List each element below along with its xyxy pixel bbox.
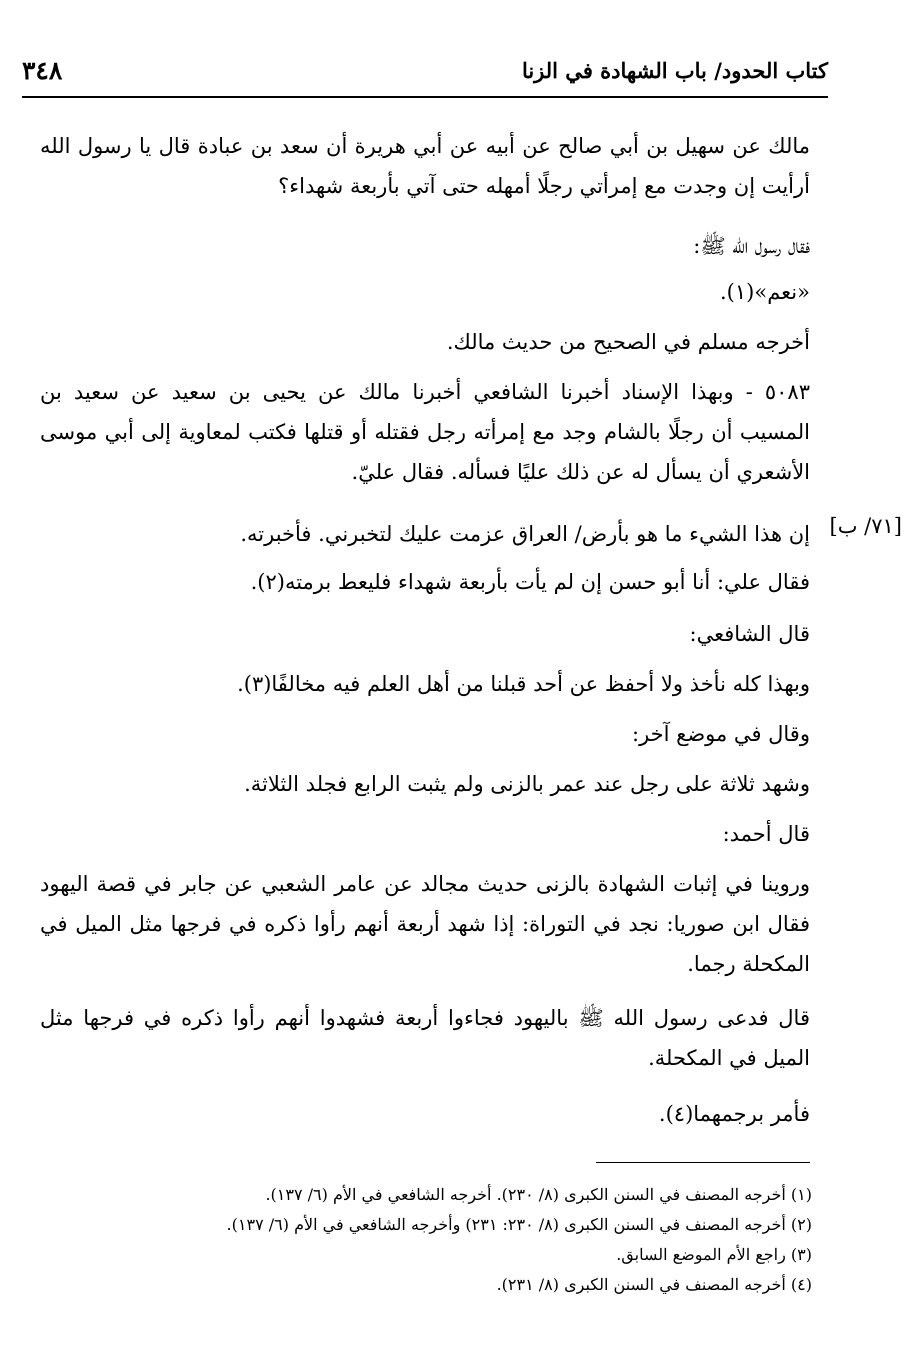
- text-line: «نعم»(١).: [720, 280, 810, 304]
- text-line: وشهد ثلاثة على رجل عند عمر بالزنى ولم يثبت الرابع فجلد الثلاثة.: [244, 772, 810, 796]
- text-line: إن هذا الشيء ما هو بأرض/ العراق عزمت عليك لتخبرني. فأخبرته.: [240, 522, 810, 546]
- text-paragraph: قال فدعى رسول الله ﷺ باليهود فجاءوا أربعة فشهدوا أنهم رأوا ذكره في فرجها مثل الميل في المكحلة.: [40, 1006, 810, 1070]
- running-header: [22, 50, 828, 98]
- footnote-separator: [596, 1162, 810, 1163]
- text-line: فأمر برجمهما(٤).: [658, 1102, 810, 1126]
- text-line: أخرجه مسلم في الصحيح من حديث مالك.: [446, 330, 810, 354]
- text-line: قال الشافعي:: [689, 622, 810, 646]
- footnote: (٣) راجع الأم الموضع السابق.: [616, 1245, 812, 1264]
- text-line: قال أحمد:: [722, 822, 810, 846]
- text-paragraph: وروينا في إثبات الشهادة بالزنى حديث مجالد عن عامر الشعبي عن جابر في قصة اليهود فقال ابن صوريا: نجد في التوراة: إذا شهد أربعة أنهم رأوا ذكره في فرجها مثل الميل في المكحلة رجما.: [40, 872, 810, 976]
- text-line: فقال رسول الله ﷺ:: [693, 234, 810, 258]
- hadith-paragraph: ٥٠٨٣ - وبهذا الإسناد أخبرنا الشافعي أخبرنا مالك عن يحيى بن سعيد عن سعيد بن المسيب أن رجلًا بالشام وجد مع إمرأته رجل فقتله أو قتلها فكتب لمعاوية إلى أبي موسى الأشعري أن يسأل له عن ذلك عليًا فسأله. فقال عليّ.: [40, 380, 810, 484]
- text-line: فقال علي: أنا أبو حسن إن لم يأت بأربعة شهداء فليعط برمته(٢).: [250, 570, 810, 594]
- footnote: (٢) أخرجه المصنف في السنن الكبرى (٨/ ٢٣٠: ٢٣١) وأخرجه الشافعي في الأم (٦/ ١٣٧).: [226, 1215, 812, 1234]
- hadith-paragraph: مالك عن سهيل بن أبي صالح عن أبيه عن أبي هريرة أن سعد بن عبادة قال يا رسول الله أرأيت إن وجدت مع إمرأتي رجلًا أمهله حتى آتي بأربعة شهداء؟: [40, 134, 810, 198]
- page-number: ٣٤٨: [22, 56, 63, 85]
- footnote: (٤) أخرجه المصنف في السنن الكبرى (٨/ ٢٣١).: [496, 1275, 812, 1294]
- margin-folio-note: [٧١/ ب]: [829, 514, 902, 538]
- text-line: وبهذا كله نأخذ ولا أحفظ عن أحد قبلنا من أهل العلم فيه مخالفًا(٣).: [237, 672, 810, 696]
- footnote: (١) أخرجه المصنف في السنن الكبرى (٨/ ٢٣٠). أخرجه الشافعي في الأم (٦/ ١٣٧).: [265, 1185, 812, 1204]
- text-line: وقال في موضع آخر:: [632, 722, 810, 746]
- running-title: كتاب الحدود/ باب الشهادة في الزنا: [521, 58, 828, 83]
